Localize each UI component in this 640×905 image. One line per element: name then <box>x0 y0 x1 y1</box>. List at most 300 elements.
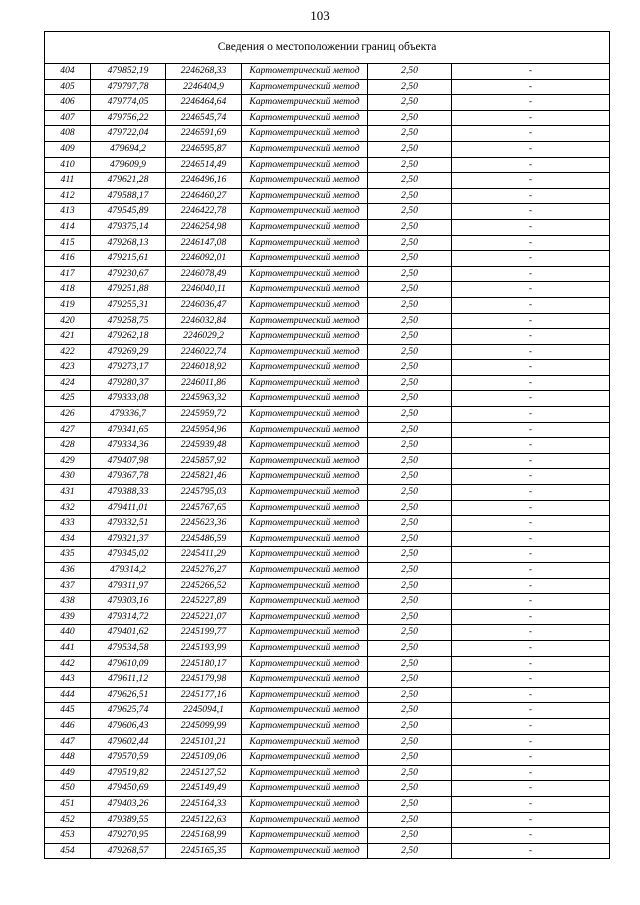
y-coordinate-cell: 2245122,63 <box>166 812 242 828</box>
accuracy-cell: 2,50 <box>368 656 452 672</box>
method-cell: Картометрический метод <box>242 391 368 407</box>
note-cell: - <box>452 547 610 563</box>
accuracy-cell: 2,50 <box>368 110 452 126</box>
x-coordinate-cell: 479251,88 <box>91 282 166 298</box>
y-coordinate-cell: 2245767,65 <box>166 500 242 516</box>
accuracy-cell: 2,50 <box>368 828 452 844</box>
accuracy-cell: 2,50 <box>368 625 452 641</box>
accuracy-cell: 2,50 <box>368 516 452 532</box>
x-coordinate-cell: 479621,28 <box>91 173 166 189</box>
method-cell: Картометрический метод <box>242 235 368 251</box>
y-coordinate-cell: 2245954,96 <box>166 422 242 438</box>
method-cell: Картометрический метод <box>242 64 368 80</box>
note-cell: - <box>452 843 610 859</box>
y-coordinate-cell: 2246018,92 <box>166 360 242 376</box>
point-number-cell: 453 <box>45 828 91 844</box>
point-number-cell: 445 <box>45 703 91 719</box>
y-coordinate-cell: 2245179,98 <box>166 672 242 688</box>
x-coordinate-cell: 479588,17 <box>91 188 166 204</box>
method-cell: Картометрический метод <box>242 781 368 797</box>
x-coordinate-cell: 479230,67 <box>91 266 166 282</box>
table-row <box>45 703 610 719</box>
point-number-cell: 424 <box>45 375 91 391</box>
note-cell: - <box>452 360 610 376</box>
point-number-cell: 454 <box>45 843 91 859</box>
y-coordinate-cell: 2245109,06 <box>166 750 242 766</box>
point-number-cell: 447 <box>45 734 91 750</box>
table-row <box>45 578 610 594</box>
table-row <box>45 547 610 563</box>
method-cell: Картометрический метод <box>242 469 368 485</box>
y-coordinate-cell: 2245486,59 <box>166 531 242 547</box>
method-cell: Картометрический метод <box>242 266 368 282</box>
point-number-cell: 406 <box>45 95 91 111</box>
note-cell: - <box>452 672 610 688</box>
table-row <box>45 625 610 641</box>
table-row <box>45 796 610 812</box>
x-coordinate-cell: 479602,44 <box>91 734 166 750</box>
method-cell: Картометрический метод <box>242 563 368 579</box>
table-row <box>45 110 610 126</box>
note-cell: - <box>452 391 610 407</box>
point-number-cell: 427 <box>45 422 91 438</box>
y-coordinate-cell: 2245963,32 <box>166 391 242 407</box>
table-row <box>45 173 610 189</box>
method-cell: Картометрический метод <box>242 110 368 126</box>
x-coordinate-cell: 479215,61 <box>91 251 166 267</box>
note-cell: - <box>452 640 610 656</box>
method-cell: Картометрический метод <box>242 578 368 594</box>
point-number-cell: 449 <box>45 765 91 781</box>
note-cell: - <box>452 126 610 142</box>
method-cell: Картометрический метод <box>242 126 368 142</box>
table-body <box>45 64 610 859</box>
note-cell: - <box>452 531 610 547</box>
point-number-cell: 426 <box>45 407 91 423</box>
point-number-cell: 434 <box>45 531 91 547</box>
note-cell: - <box>452 282 610 298</box>
table-row <box>45 251 610 267</box>
method-cell: Картометрический метод <box>242 251 368 267</box>
y-coordinate-cell: 2245177,16 <box>166 687 242 703</box>
accuracy-cell: 2,50 <box>368 235 452 251</box>
accuracy-cell: 2,50 <box>368 188 452 204</box>
y-coordinate-cell: 2245623,36 <box>166 516 242 532</box>
accuracy-cell: 2,50 <box>368 344 452 360</box>
table-row <box>45 734 610 750</box>
table-row <box>45 485 610 501</box>
x-coordinate-cell: 479519,82 <box>91 765 166 781</box>
x-coordinate-cell: 479334,36 <box>91 438 166 454</box>
note-cell: - <box>452 438 610 454</box>
method-cell: Картометрический метод <box>242 594 368 610</box>
note-cell: - <box>452 750 610 766</box>
note-cell: - <box>452 329 610 345</box>
method-cell: Картометрический метод <box>242 485 368 501</box>
point-number-cell: 404 <box>45 64 91 80</box>
y-coordinate-cell: 2245180,17 <box>166 656 242 672</box>
x-coordinate-cell: 479303,16 <box>91 594 166 610</box>
note-cell: - <box>452 781 610 797</box>
table-row <box>45 765 610 781</box>
table-row <box>45 438 610 454</box>
method-cell: Картометрический метод <box>242 703 368 719</box>
y-coordinate-cell: 2245227,89 <box>166 594 242 610</box>
x-coordinate-cell: 479314,2 <box>91 563 166 579</box>
y-coordinate-cell: 2245165,35 <box>166 843 242 859</box>
x-coordinate-cell: 479268,13 <box>91 235 166 251</box>
point-number-cell: 441 <box>45 640 91 656</box>
table-title: Сведения о местоположении границ объекта <box>45 32 610 64</box>
x-coordinate-cell: 479401,62 <box>91 625 166 641</box>
x-coordinate-cell: 479388,33 <box>91 485 166 501</box>
x-coordinate-cell: 479255,31 <box>91 297 166 313</box>
point-number-cell: 417 <box>45 266 91 282</box>
accuracy-cell: 2,50 <box>368 500 452 516</box>
accuracy-cell: 2,50 <box>368 407 452 423</box>
x-coordinate-cell: 479694,2 <box>91 141 166 157</box>
y-coordinate-cell: 2245411,29 <box>166 547 242 563</box>
accuracy-cell: 2,50 <box>368 594 452 610</box>
x-coordinate-cell: 479570,59 <box>91 750 166 766</box>
accuracy-cell: 2,50 <box>368 141 452 157</box>
accuracy-cell: 2,50 <box>368 485 452 501</box>
table-row <box>45 95 610 111</box>
note-cell: - <box>452 765 610 781</box>
table-row <box>45 360 610 376</box>
accuracy-cell: 2,50 <box>368 126 452 142</box>
point-number-cell: 410 <box>45 157 91 173</box>
x-coordinate-cell: 479268,57 <box>91 843 166 859</box>
y-coordinate-cell: 2245221,07 <box>166 609 242 625</box>
note-cell: - <box>452 407 610 423</box>
table-row <box>45 812 610 828</box>
method-cell: Картометрический метод <box>242 375 368 391</box>
method-cell: Картометрический метод <box>242 297 368 313</box>
method-cell: Картометрический метод <box>242 360 368 376</box>
x-coordinate-cell: 479345,02 <box>91 547 166 563</box>
x-coordinate-cell: 479407,98 <box>91 453 166 469</box>
point-number-cell: 442 <box>45 656 91 672</box>
point-number-cell: 423 <box>45 360 91 376</box>
table-row <box>45 781 610 797</box>
y-coordinate-cell: 2245101,21 <box>166 734 242 750</box>
note-cell: - <box>452 219 610 235</box>
table-row <box>45 235 610 251</box>
point-number-cell: 419 <box>45 297 91 313</box>
point-number-cell: 422 <box>45 344 91 360</box>
x-coordinate-cell: 479774,05 <box>91 95 166 111</box>
note-cell: - <box>452 656 610 672</box>
point-number-cell: 425 <box>45 391 91 407</box>
point-number-cell: 431 <box>45 485 91 501</box>
accuracy-cell: 2,50 <box>368 718 452 734</box>
boundary-table-container <box>44 31 609 859</box>
accuracy-cell: 2,50 <box>368 563 452 579</box>
accuracy-cell: 2,50 <box>368 79 452 95</box>
table-row <box>45 344 610 360</box>
point-number-cell: 436 <box>45 563 91 579</box>
y-coordinate-cell: 2246092,01 <box>166 251 242 267</box>
accuracy-cell: 2,50 <box>368 703 452 719</box>
y-coordinate-cell: 2245127,52 <box>166 765 242 781</box>
point-number-cell: 444 <box>45 687 91 703</box>
table-row <box>45 329 610 345</box>
y-coordinate-cell: 2246460,27 <box>166 188 242 204</box>
accuracy-cell: 2,50 <box>368 313 452 329</box>
table-row <box>45 282 610 298</box>
y-coordinate-cell: 2246029,2 <box>166 329 242 345</box>
note-cell: - <box>452 235 610 251</box>
y-coordinate-cell: 2245821,46 <box>166 469 242 485</box>
table-row <box>45 516 610 532</box>
note-cell: - <box>452 625 610 641</box>
point-number-cell: 446 <box>45 718 91 734</box>
accuracy-cell: 2,50 <box>368 329 452 345</box>
point-number-cell: 438 <box>45 594 91 610</box>
accuracy-cell: 2,50 <box>368 796 452 812</box>
method-cell: Картометрический метод <box>242 796 368 812</box>
y-coordinate-cell: 2245276,27 <box>166 563 242 579</box>
x-coordinate-cell: 479852,19 <box>91 64 166 80</box>
y-coordinate-cell: 2246032,84 <box>166 313 242 329</box>
table-row <box>45 500 610 516</box>
point-number-cell: 450 <box>45 781 91 797</box>
point-number-cell: 451 <box>45 796 91 812</box>
x-coordinate-cell: 479534,58 <box>91 640 166 656</box>
y-coordinate-cell: 2246595,87 <box>166 141 242 157</box>
y-coordinate-cell: 2245193,99 <box>166 640 242 656</box>
point-number-cell: 412 <box>45 188 91 204</box>
note-cell: - <box>452 297 610 313</box>
note-cell: - <box>452 578 610 594</box>
point-number-cell: 443 <box>45 672 91 688</box>
x-coordinate-cell: 479545,89 <box>91 204 166 220</box>
y-coordinate-cell: 2245099,99 <box>166 718 242 734</box>
x-coordinate-cell: 479389,55 <box>91 812 166 828</box>
table-title-row <box>45 32 610 64</box>
table-row <box>45 313 610 329</box>
accuracy-cell: 2,50 <box>368 438 452 454</box>
note-cell: - <box>452 251 610 267</box>
note-cell: - <box>452 796 610 812</box>
method-cell: Картометрический метод <box>242 79 368 95</box>
accuracy-cell: 2,50 <box>368 469 452 485</box>
table-row <box>45 594 610 610</box>
point-number-cell: 413 <box>45 204 91 220</box>
note-cell: - <box>452 718 610 734</box>
method-cell: Картометрический метод <box>242 625 368 641</box>
method-cell: Картометрический метод <box>242 453 368 469</box>
table-row <box>45 563 610 579</box>
y-coordinate-cell: 2245959,72 <box>166 407 242 423</box>
note-cell: - <box>452 204 610 220</box>
note-cell: - <box>452 422 610 438</box>
accuracy-cell: 2,50 <box>368 765 452 781</box>
accuracy-cell: 2,50 <box>368 750 452 766</box>
table-row <box>45 531 610 547</box>
method-cell: Картометрический метод <box>242 344 368 360</box>
note-cell: - <box>452 594 610 610</box>
note-cell: - <box>452 313 610 329</box>
table-row <box>45 297 610 313</box>
note-cell: - <box>452 173 610 189</box>
y-coordinate-cell: 2246591,69 <box>166 126 242 142</box>
point-number-cell: 407 <box>45 110 91 126</box>
method-cell: Картометрический метод <box>242 438 368 454</box>
point-number-cell: 435 <box>45 547 91 563</box>
y-coordinate-cell: 2245857,92 <box>166 453 242 469</box>
table-row <box>45 656 610 672</box>
note-cell: - <box>452 469 610 485</box>
accuracy-cell: 2,50 <box>368 157 452 173</box>
y-coordinate-cell: 2246022,74 <box>166 344 242 360</box>
point-number-cell: 430 <box>45 469 91 485</box>
accuracy-cell: 2,50 <box>368 297 452 313</box>
method-cell: Картометрический метод <box>242 141 368 157</box>
y-coordinate-cell: 2245266,52 <box>166 578 242 594</box>
table-row <box>45 609 610 625</box>
x-coordinate-cell: 479606,43 <box>91 718 166 734</box>
note-cell: - <box>452 703 610 719</box>
note-cell: - <box>452 110 610 126</box>
method-cell: Картометрический метод <box>242 672 368 688</box>
note-cell: - <box>452 828 610 844</box>
point-number-cell: 448 <box>45 750 91 766</box>
y-coordinate-cell: 2246011,86 <box>166 375 242 391</box>
point-number-cell: 414 <box>45 219 91 235</box>
point-number-cell: 408 <box>45 126 91 142</box>
table-row <box>45 828 610 844</box>
table-row <box>45 391 610 407</box>
note-cell: - <box>452 79 610 95</box>
method-cell: Картометрический метод <box>242 329 368 345</box>
method-cell: Картометрический метод <box>242 219 368 235</box>
method-cell: Картометрический метод <box>242 422 368 438</box>
table-row <box>45 422 610 438</box>
point-number-cell: 411 <box>45 173 91 189</box>
y-coordinate-cell: 2246036,47 <box>166 297 242 313</box>
x-coordinate-cell: 479311,97 <box>91 578 166 594</box>
y-coordinate-cell: 2245168,99 <box>166 828 242 844</box>
accuracy-cell: 2,50 <box>368 64 452 80</box>
method-cell: Картометрический метод <box>242 282 368 298</box>
note-cell: - <box>452 95 610 111</box>
x-coordinate-cell: 479610,09 <box>91 656 166 672</box>
x-coordinate-cell: 479756,22 <box>91 110 166 126</box>
accuracy-cell: 2,50 <box>368 843 452 859</box>
table-row <box>45 126 610 142</box>
method-cell: Картометрический метод <box>242 547 368 563</box>
y-coordinate-cell: 2245939,48 <box>166 438 242 454</box>
y-coordinate-cell: 2246268,33 <box>166 64 242 80</box>
accuracy-cell: 2,50 <box>368 687 452 703</box>
point-number-cell: 418 <box>45 282 91 298</box>
x-coordinate-cell: 479280,37 <box>91 375 166 391</box>
x-coordinate-cell: 479625,74 <box>91 703 166 719</box>
y-coordinate-cell: 2246496,16 <box>166 173 242 189</box>
note-cell: - <box>452 609 610 625</box>
x-coordinate-cell: 479411,01 <box>91 500 166 516</box>
x-coordinate-cell: 479403,26 <box>91 796 166 812</box>
accuracy-cell: 2,50 <box>368 266 452 282</box>
x-coordinate-cell: 479450,69 <box>91 781 166 797</box>
note-cell: - <box>452 687 610 703</box>
accuracy-cell: 2,50 <box>368 578 452 594</box>
accuracy-cell: 2,50 <box>368 609 452 625</box>
x-coordinate-cell: 479336,7 <box>91 407 166 423</box>
y-coordinate-cell: 2246404,9 <box>166 79 242 95</box>
x-coordinate-cell: 479626,51 <box>91 687 166 703</box>
page-number: 103 <box>310 8 330 23</box>
x-coordinate-cell: 479611,12 <box>91 672 166 688</box>
table-row <box>45 469 610 485</box>
x-coordinate-cell: 479341,65 <box>91 422 166 438</box>
table-row <box>45 375 610 391</box>
method-cell: Картометрический метод <box>242 531 368 547</box>
note-cell: - <box>452 375 610 391</box>
method-cell: Картометрический метод <box>242 828 368 844</box>
table-row <box>45 407 610 423</box>
x-coordinate-cell: 479258,75 <box>91 313 166 329</box>
table-row <box>45 188 610 204</box>
note-cell: - <box>452 563 610 579</box>
x-coordinate-cell: 479375,14 <box>91 219 166 235</box>
table-row <box>45 687 610 703</box>
boundary-table <box>44 31 610 859</box>
note-cell: - <box>452 157 610 173</box>
accuracy-cell: 2,50 <box>368 219 452 235</box>
method-cell: Картометрический метод <box>242 609 368 625</box>
x-coordinate-cell: 479270,95 <box>91 828 166 844</box>
method-cell: Картометрический метод <box>242 95 368 111</box>
method-cell: Картометрический метод <box>242 750 368 766</box>
y-coordinate-cell: 2245094,1 <box>166 703 242 719</box>
y-coordinate-cell: 2246040,11 <box>166 282 242 298</box>
table-row <box>45 672 610 688</box>
method-cell: Картометрический метод <box>242 407 368 423</box>
y-coordinate-cell: 2246545,74 <box>166 110 242 126</box>
note-cell: - <box>452 266 610 282</box>
x-coordinate-cell: 479269,29 <box>91 344 166 360</box>
note-cell: - <box>452 734 610 750</box>
table-row <box>45 266 610 282</box>
point-number-cell: 421 <box>45 329 91 345</box>
x-coordinate-cell: 479797,78 <box>91 79 166 95</box>
x-coordinate-cell: 479367,78 <box>91 469 166 485</box>
table-row <box>45 219 610 235</box>
accuracy-cell: 2,50 <box>368 672 452 688</box>
x-coordinate-cell: 479722,04 <box>91 126 166 142</box>
method-cell: Картометрический метод <box>242 516 368 532</box>
note-cell: - <box>452 485 610 501</box>
note-cell: - <box>452 516 610 532</box>
method-cell: Картометрический метод <box>242 640 368 656</box>
point-number-cell: 452 <box>45 812 91 828</box>
accuracy-cell: 2,50 <box>368 422 452 438</box>
table-row <box>45 718 610 734</box>
y-coordinate-cell: 2246147,08 <box>166 235 242 251</box>
table-row <box>45 750 610 766</box>
note-cell: - <box>452 188 610 204</box>
point-number-cell: 432 <box>45 500 91 516</box>
note-cell: - <box>452 64 610 80</box>
method-cell: Картометрический метод <box>242 718 368 734</box>
point-number-cell: 409 <box>45 141 91 157</box>
accuracy-cell: 2,50 <box>368 453 452 469</box>
method-cell: Картометрический метод <box>242 313 368 329</box>
table-row <box>45 141 610 157</box>
